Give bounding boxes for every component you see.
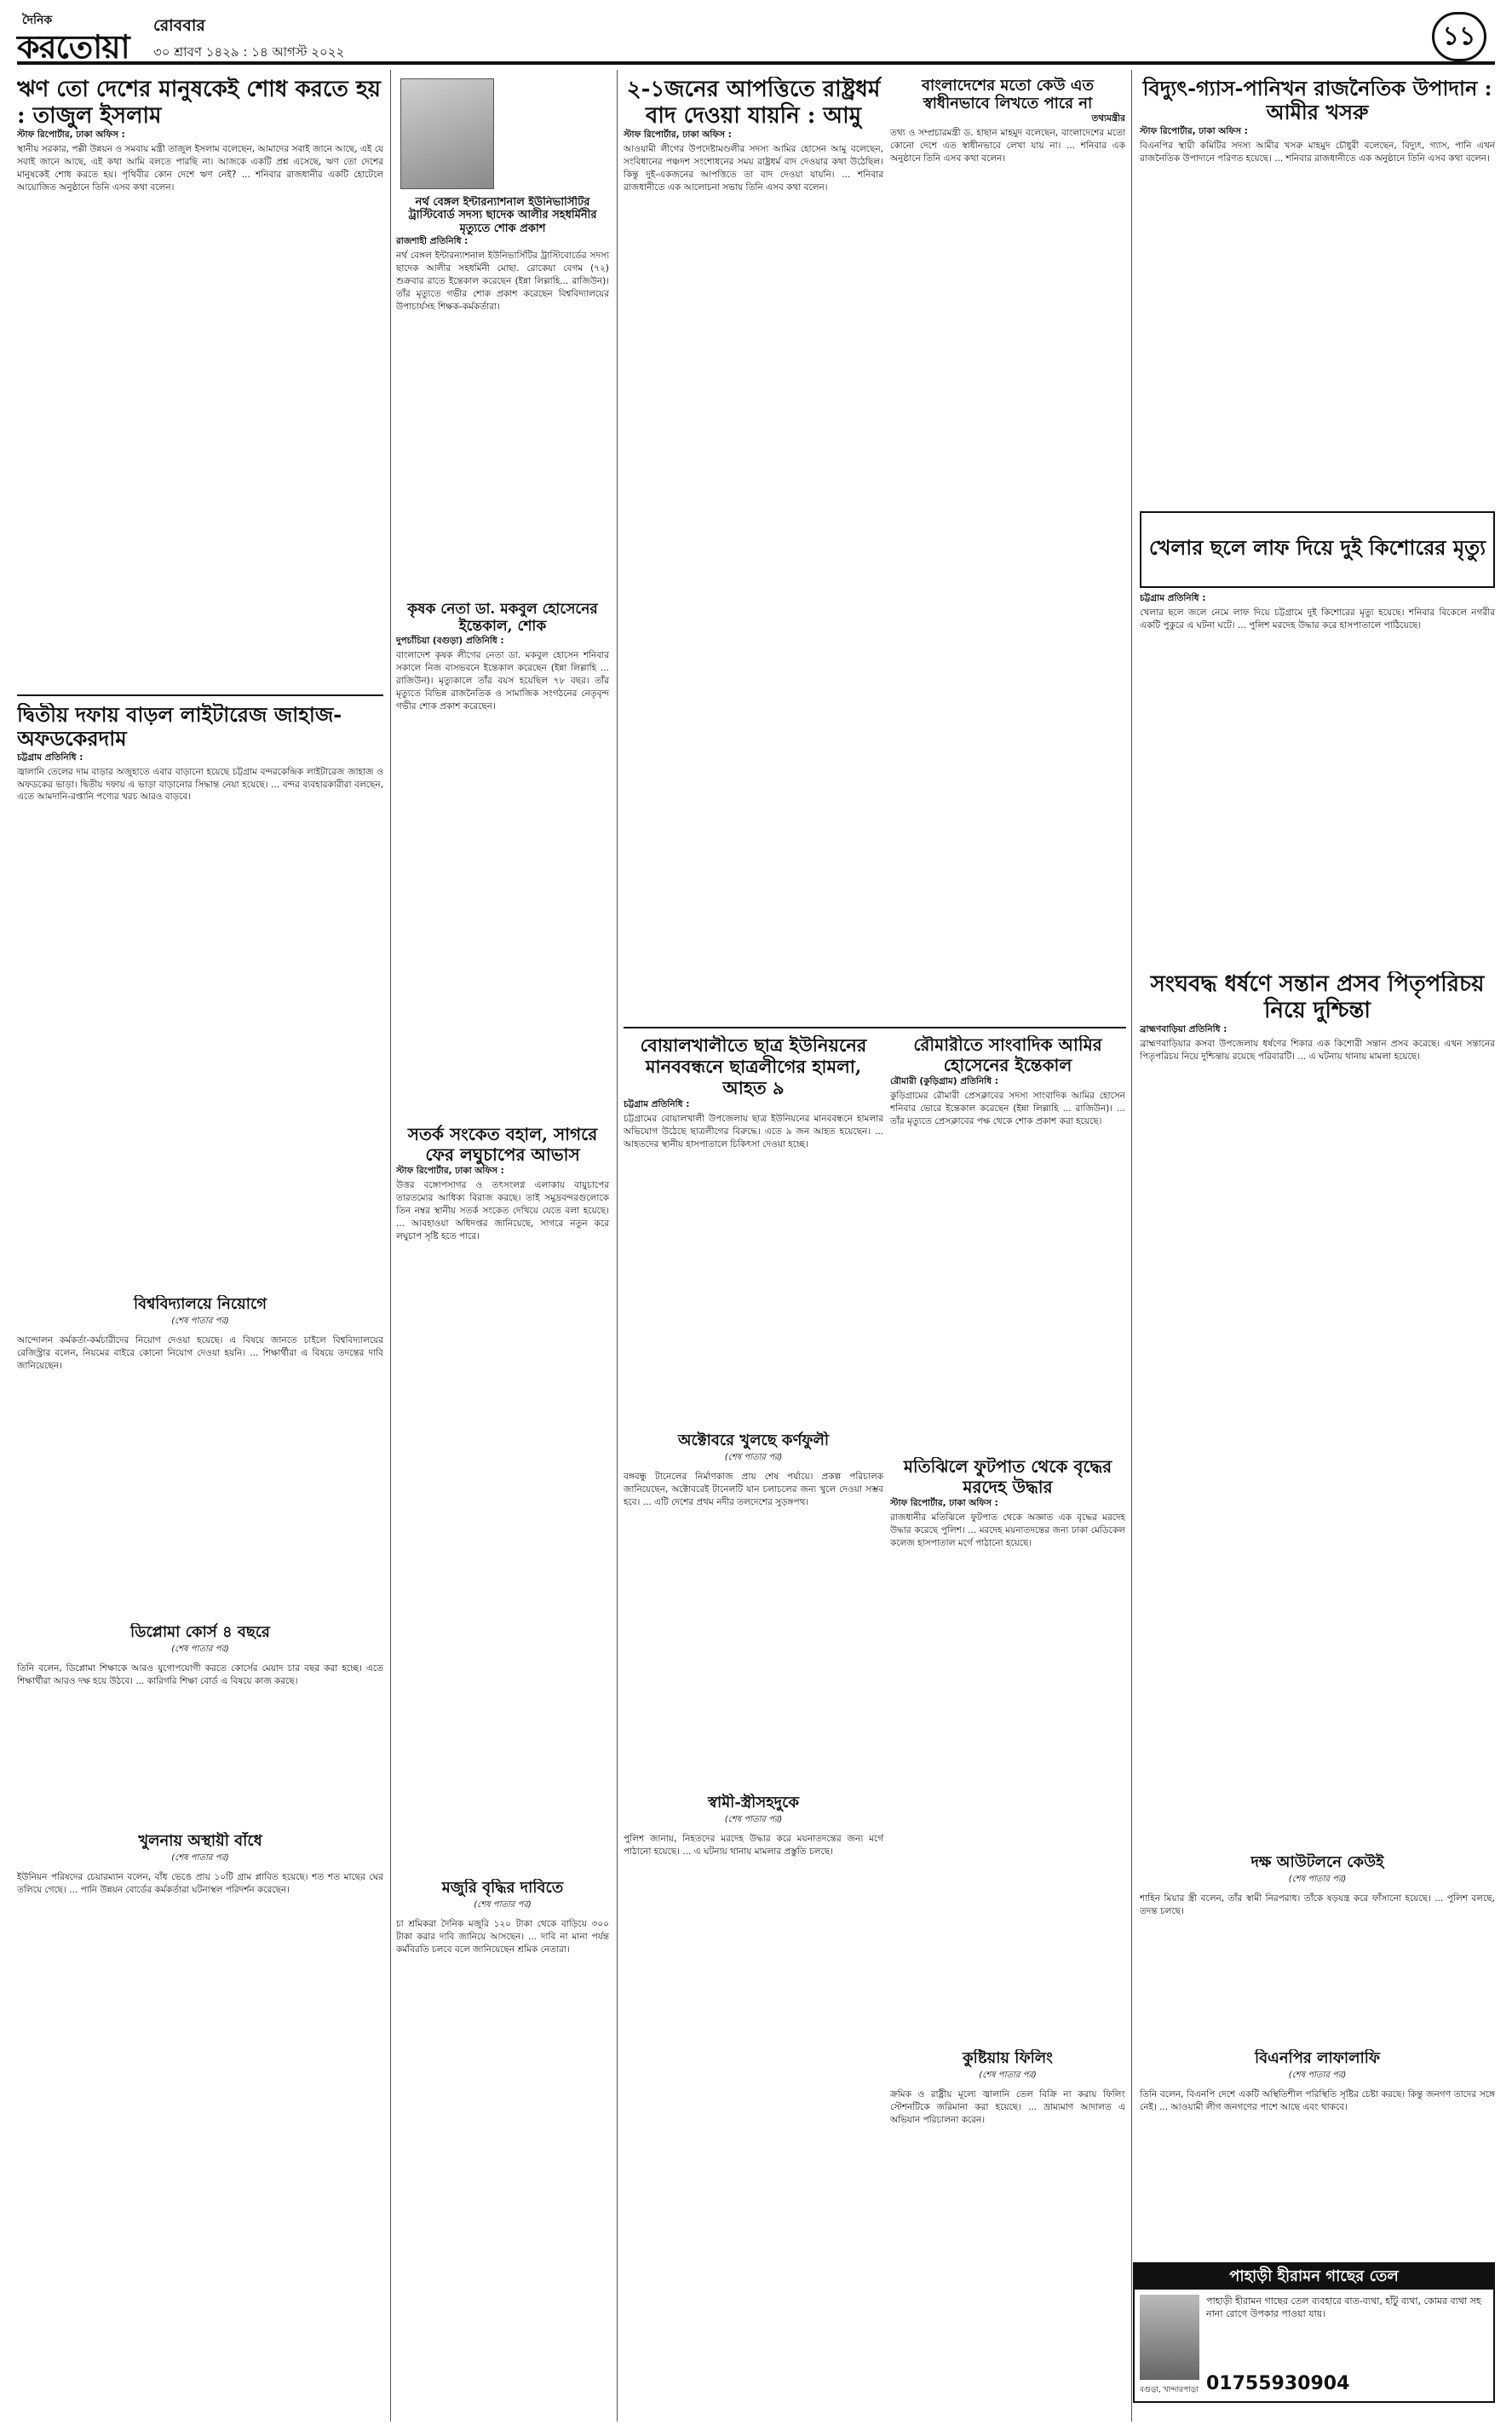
article-roumari xyxy=(890,1035,1125,1453)
article-headline: অক্টোবরে খুলছে কর্ণফুলী xyxy=(677,1432,830,1449)
article-continued: (শেষ পাতার পর) xyxy=(1288,1875,1347,1885)
article-bnp xyxy=(1140,2049,1495,2258)
article-body: রাজধানীর মতিঝিলে ফুটপাত থেকে অজ্ঞাত এক বৃদ্ধের মরদেহ উদ্ধার করেছে পুলিশ। ... মরদেহ ময়নাতদন্তের জন্য ঢাকা মেডিকেল কলেজ হাসপাতাল মর্গে পাঠানো হয়েছে। xyxy=(890,1512,1125,1548)
article-body: আওয়ামী লীগের উপদেষ্টামণ্ডলীর সদস্য আমির হোসেন আমু বলেছেন, সংবিধানের পঞ্চদশ সংশোধনের সময় রাষ্ট্রধর্ম বাদ দেওয়ার কথা উঠেছিল। কিন্তু দুই-একজনের আপত্তিতে তা বাদ দেওয়া যায়নি। ... শনিবার রাজধানীতে এক আলোচনা সভায় তিনি এসব কথা বলেন। xyxy=(624,144,883,193)
article-body: উত্তর বঙ্গোপসাগর ও তৎসংলগ্ন এলাকায় বায়ুচাপের তারতম্যের আধিক্য বিরাজ করছে। তাই সমুদ্রবন্দরগুলোকে তিন নম্বর স্থানীয় সতর্ক সংকেত দেখিয়ে যেতে বলা হয়েছে। ... আবহাওয়া অধিদপ্তর জানিয়েছে, সাগরে নতুন করে লঘুচাপ সৃষ্টি হতে পারে। xyxy=(396,1180,609,1241)
article-kushtia xyxy=(890,2049,1125,2420)
article-headline: মজুরি বৃদ্ধির দাবিতে xyxy=(441,1879,564,1897)
ad-address: বগুড়া, খান্দারপাড়া xyxy=(1140,2386,1199,2394)
article-dateline: চট্টগ্রাম প্রতিনিধি : xyxy=(17,752,83,763)
article-wages xyxy=(396,1879,609,2420)
article-body: বিএনপির স্থায়ী কমিটির সদস্য আমীর খসরু মাহমুদ চৌধুরী বলেছেন, বিদ্যুৎ, গ্যাস, পানি এখন রাজনৈতিক উপাদানে পরিণত হয়েছে। ... শনিবার রাজধানীতে এক অনুষ্ঠানে তিনি এসব কথা বলেন। xyxy=(1140,140,1495,164)
article-body: শাহিন মিয়ার স্ত্রী বলেন, তাঁর স্বামী নিরপরাধ। তাঁকে ষড়যন্ত্র করে ফাঁসানো হয়েছে। ... পুলিশ বলছে, তদন্ত চলছে। xyxy=(1140,1893,1495,1917)
article-headline: সংঘবদ্ধ ধর্ষণে সন্তান প্রসব পিতৃপরিচয় নিয়ে দুশ্চিন্তা xyxy=(1150,971,1485,1023)
paper-logo xyxy=(17,10,143,66)
ad-title: পাহাড়ী হীরামন গাছের তেল xyxy=(1135,2264,1493,2290)
article-dateline: ব্রাহ্মণবাড়িয়া প্রতিনিধি : xyxy=(1140,1024,1227,1035)
article-headline: ডিপ্লোমা কোর্স ৪ বছরে xyxy=(130,1623,270,1641)
article-dateline: রৌমারী (কুড়িগ্রাম) প্রতিনিধি : xyxy=(890,1076,998,1087)
article-dateline: স্টাফ রিপোর্টার, ঢাকা অফিস : xyxy=(1140,125,1248,136)
article-press-freedom xyxy=(890,77,1125,1018)
article-continued: (শেষ পাতার পর) xyxy=(474,1900,532,1910)
column-rule xyxy=(617,70,618,2422)
article-khulna xyxy=(17,1832,383,2420)
article-headline: বিশ্ববিদ্যালয়ে নিয়োগে xyxy=(133,1295,267,1313)
paper-name-small: দৈনিক xyxy=(22,14,53,27)
article-body: চা শ্রমিকরা দৈনিক মজুরি ১২০ টাকা থেকে বাড়িয়ে ৩০০ টাকা করার দাবি জানিয়ে আসছেন। ... দাবি না মানা পর্যন্ত কর্মবিরতি চলবে বলে জানিয়েছেন শ্রমিক নেতারা। xyxy=(396,1919,609,1956)
article-boys-death xyxy=(1140,592,1495,967)
article-karnaphuli xyxy=(624,1432,883,1789)
article-body: পুলিশ জানায়, নিহতদের মরদেহ উদ্ধার করে ময়নাতদন্তের জন্য মর্গে পাঠানো হয়েছে। ... এ ঘটনায় থানায় মামলার প্রস্তুতি চলছে। xyxy=(624,1834,883,1858)
article-continued: (শেষ পাতার পর) xyxy=(1288,2071,1347,2081)
article-body: স্থানীয় সরকার, পল্লী উন্নয়ন ও সমবায় মন্ত্রী তাজুল ইসলাম বলেছেন, আমাদের সবাই জানে আছে, এই যে সবাই জানে আছে, এই কথা আমি বলতে পারছি না। আজকে একটি প্রশ্ন এসেছে, ঋণ তো দেশের মানুষকেই শোধ করতে হয়। পৃথিবীর কোন দেশে ঋণ নেই? ... শনিবার রাজধানীর একটি হোটেলে আয়োজিত অনুষ্ঠানে তিনি এসব কথা বলেন। xyxy=(17,144,383,193)
article-headline: বোয়ালখালীতে ছাত্র ইউনিয়নের মানববন্ধনে ছাত্রলীগের হামলা, আহত ৯ xyxy=(640,1035,867,1098)
article-body: ব্রাহ্মণবাড়িয়ার কসবা উপজেলায় ধর্ষণের শিকার এক কিশোরী সন্তান প্রসব করেছে। এখন সন্তানের পিতৃপরিচয় নিয়ে দুশ্চিন্তায় রয়েছে পরিবারটি। ... এ ঘটনায় থানায় মামলা হয়েছে। xyxy=(1140,1039,1495,1063)
article-body: তথ্য ও সম্প্রচারমন্ত্রী ড. হাছান মাহমুদ বলেছেন, বাংলাদেশের মতো কোনো দেশে এত স্বাধীনভাবে লেখা যায় না। ... শনিবার এক অনুষ্ঠানে তিনি এসব কথা বলেন। xyxy=(890,128,1125,164)
article-body: বাংলাদেশ কৃষক লীগের নেতা ডা. মকবুল হোসেন শনিবার সকালে নিজ বাসভবনে ইন্তেকাল করেছেন (ইন্না লিল্লাহি ... রাজিউন)। মৃত্যুকালে তাঁর বয়স হয়েছিল ৭৮ বছর। তাঁর মৃত্যুতে বিভিন্ন রাজনৈতিক ও সামাজিক সংগঠনের নেতৃবৃন্দ গভীর শোক প্রকাশ করেছেন। xyxy=(396,650,609,711)
ad-photo xyxy=(1140,2295,1199,2380)
ad-phone: 01755930904 xyxy=(1206,2373,1350,2394)
article-assault xyxy=(1140,971,1495,1849)
weekday: রোববার xyxy=(153,16,205,35)
article-loan xyxy=(17,77,383,690)
article-outlaw xyxy=(1140,1853,1495,2045)
article-headline: স্বামী-স্ত্রীসহদুকে xyxy=(708,1794,799,1812)
article-lighterage xyxy=(17,703,383,1291)
article-boalkhali xyxy=(624,1035,883,1427)
article-headline: ২-১জনের আপত্তিতে রাষ্ট্রধর্ম বাদ দেওয়া যায়নি : আমু xyxy=(626,77,881,129)
article-headline: কৃষক নেতা ডা. মকবুল হোসেনের ইন্তেকাল, শোক xyxy=(407,601,598,636)
article-headline: দ্বিতীয় দফায় বাড়ল লাইটারেজ জাহাজ-অফডকেরদাম xyxy=(17,703,342,752)
article-headline: দক্ষ আউটলনে কেউই xyxy=(1250,1853,1384,1871)
page-number: ১১ xyxy=(1432,12,1486,61)
article-body: ইউনিয়ন পরিষদের চেয়ারম্যান বলেন, বাঁধ ভেঙে প্রায় ১০টি গ্রাম প্লাবিত হয়েছে। শত শত মাছের ঘের তলিয়ে গেছে। ... পানি উন্নয়ন বোর্ডের কর্মকর্তারা ঘটনাস্থল পরিদর্শন করেছেন। xyxy=(17,1872,383,1896)
article-state-religion xyxy=(624,77,883,1023)
divider xyxy=(17,694,383,696)
article-farmer-leader xyxy=(396,601,609,1120)
paper-name: করতোয়া xyxy=(17,27,129,66)
article-headline: সতর্ক সংকেত বহাল, সাগরে ফের লঘুচাপের আভাস xyxy=(407,1125,598,1165)
article-dateline: দুপচাঁচিয়া (বগুড়া) প্রতিনিধি : xyxy=(396,636,504,647)
article-body: কুড়িগ্রামের রৌমারী প্রেসক্লাবের সদস্য সাংবাদিক আমির হোসেন শনিবার ভোরে ইন্তেকাল করেছেন (ইন্না লিল্লাহি ... রাজিউন)। ... তাঁর মৃত্যুতে প্রেসক্লাবের পক্ষ থেকে শোক প্রকাশ করা হয়েছে। xyxy=(890,1091,1125,1126)
article-continued: (শেষ পাতার পর) xyxy=(171,1316,229,1327)
masthead xyxy=(17,10,1495,65)
advertisement xyxy=(1133,2262,1495,2403)
article-continued: (শেষ পাতার পর) xyxy=(979,2071,1037,2081)
article-headline: বিদ্যুৎ-গ্যাস-পানিখন রাজনৈতিক উপাদান : আমীর খসরু xyxy=(1142,77,1492,125)
article-dateline: চট্টগ্রাম প্রতিনিধি : xyxy=(624,1099,690,1110)
boxed-headline: খেলার ছলে লাফ দিয়ে দুই কিশোরের মৃত্যু xyxy=(1140,511,1495,588)
column-rule xyxy=(1131,70,1132,2422)
article-motijheel xyxy=(890,1457,1125,2045)
article-weather xyxy=(396,1125,609,1875)
divider xyxy=(624,1027,1126,1028)
ad-text: পাহাড়ী হীরামন গাছের তেল ব্যবহারে বাত-ব্যথা, হাঁটু ব্যথা, কোমর ব্যথা সহ নানা রোগে উপকার পাওয়া যায়। xyxy=(1206,2296,1481,2320)
article-dateline: রাজশাহী প্রতিনিধি : xyxy=(396,235,469,246)
article-body: তিনি বলেন, বিএনপি দেশে একটি অস্থিতিশীল পরিস্থিতি সৃষ্টির চেষ্টা করছে। কিন্তু জনগণ তাদের সঙ্গে নেই। ... আওয়ামী লীগ জনগণের পাশে আছে এবং থাকবে। xyxy=(1140,2089,1495,2113)
article-headline: কুষ্টিয়ায় ফিলিং xyxy=(963,2049,1053,2067)
article-continued: (শেষ পাতার পর) xyxy=(171,1853,229,1864)
article-continued: (শেষ পাতার পর) xyxy=(724,1453,783,1463)
article-headline: মতিঝিলে ফুটপাত থেকে বৃদ্ধের মরদেহ উদ্ধার xyxy=(903,1457,1112,1497)
article-university xyxy=(17,1295,383,1619)
column-rule xyxy=(390,70,391,2422)
article-continued: (শেষ পাতার পর) xyxy=(171,1645,229,1655)
article-headline: বাংলাদেশের মতো কেউ এত স্বাধীনভাবে লিখতে পারে না xyxy=(922,77,1094,113)
article-utilities xyxy=(1140,77,1495,503)
article-headline: বিএনপির লাফালাফি xyxy=(1254,2049,1381,2067)
article-body: বঙ্গবন্ধু টানেলের নির্মাণকাজ প্রায় শেষ পর্যায়ে। প্রকল্প পরিচালক জানিয়েছেন, অক্টোবরেই টানেলটি যান চলাচলের জন্য খুলে দেওয়া সম্ভব হবে। ... এটি দেশের প্রথম নদীর তলদেশের সুড়ঙ্গপথ। xyxy=(624,1472,883,1508)
article-dateline: তথ্যমন্ত্রীর xyxy=(1091,113,1125,124)
article-headline: খুলনায় অস্থায়ী বাঁধে xyxy=(138,1832,262,1850)
article-couple xyxy=(624,1794,883,2420)
article-dateline: চট্টগ্রাম প্রতিনিধি : xyxy=(1140,593,1206,603)
article-dateline: স্টাফ রিপোর্টার, ঢাকা অফিস : xyxy=(396,1166,504,1177)
article-body: ক্রমিক ও রাষ্ট্রীয় মূল্যে জ্বালানি তেল বিক্রি না করায় ফিলিং স্টেশনটিকে জরিমানা করা হয়েছে। ... ভ্রাম্যমাণ আদালত এ অভিযান পরিচালনা করেন। xyxy=(890,2089,1125,2126)
portrait-photo xyxy=(400,78,494,189)
article-dateline: স্টাফ রিপোর্টার, ঢাকা অফিস : xyxy=(17,130,125,141)
article-headline: নর্থ বেঙ্গল ইন্টারন্যাশনাল ইউনিভার্সিটির ট্রাস্টিবোর্ড সদস্য ছাদেক আলীর সহধর্মিনীর মৃত্যুতে শোক প্রকাশ xyxy=(408,196,597,235)
article-body: জ্বালানি তেলের দাম বাড়ার অজুহাতে এবার বাড়ানো হয়েছে চট্টগ্রাম বন্দরকেন্দ্রিক লাইটারেজ জাহাজ ও অফডকের ভাড়া। দ্বিতীয় দফায় এ ভাড়া বাড়ানোর সিদ্ধান্ত নেয়া হয়েছে। ... বন্দর ব্যবহারকারীরা বলছেন, এতে আমদানি-রপ্তানি পণ্যের খরচ আরও বাড়বে। xyxy=(17,766,383,803)
article-diploma xyxy=(17,1623,383,1828)
article-body: চট্টগ্রামের বোয়ালখালী উপজেলায় ছাত্র ইউনিয়নের মানববন্ধনে হামলার অভিযোগ উঠেছে ছাত্রলীগের বিরুদ্ধে। এতে ৯ জন আহত হয়েছেন। ... আহতদের স্থানীয় হাসপাতালে চিকিৎসা দেওয়া হচ্ছে। xyxy=(624,1114,883,1150)
article-body: আন্দোলন কর্মকর্তা-কর্মচারীদের নিয়োগ দেওয়া হয়েছে। এ বিষয়ে জানতে চাইলে বিশ্ববিদ্যালয়ের রেজিস্ট্রার বলেন, নিয়মের বাইরে কোনো নিয়োগ দেওয়া হয়নি। ... শিক্ষার্থীরা এ বিষয়ে তদন্তের দাবি জানিয়েছেন। xyxy=(17,1335,383,1372)
article-condolence xyxy=(396,196,609,596)
article-headline: ঋণ তো দেশের মানুষকেই শোধ করতে হয় : তাজুল ইসলাম xyxy=(17,77,381,129)
date-line: ৩০ শ্রাবণ ১৪২৯ : ১৪ আগস্ট ২০২২ xyxy=(153,44,345,60)
article-continued: (শেষ পাতার পর) xyxy=(724,1815,783,1825)
article-dateline: স্টাফ রিপোর্টার, ঢাকা অফিস : xyxy=(624,130,732,141)
article-headline: রৌমারীতে সাংবাদিক আমির হোসেনের ইন্তেকাল xyxy=(913,1035,1102,1075)
article-body: খেলার ছলে জলে নেমে লাফ দিয়ে চট্টগ্রামে দুই কিশোরের মৃত্যু হয়েছে। শনিবার বিকেলে নগরীর একটি পুকুরে এ ঘটনা ঘটে। ... পুলিশ মরদেহ উদ্ধার করে হাসপাতালে পাঠিয়েছে। xyxy=(1140,608,1495,631)
article-body: তিনি বলেন, ডিপ্লোমা শিক্ষাকে আরও যুগোপযোগী করতে কোর্সের মেয়াদ চার বছর করা হচ্ছে। এতে শিক্ষার্থীরা আরও দক্ষ হয়ে উঠবে। ... কারিগরি শিক্ষা বোর্ড এ বিষয়ে কাজ করছে। xyxy=(17,1663,383,1687)
article-dateline: স্টাফ রিপোর্টার, ঢাকা অফিস : xyxy=(890,1498,998,1509)
article-body: নর্থ বেঙ্গল ইন্টারন্যাশনাল ইউনিভার্সিটির ট্রাস্টিবোর্ডের সদস্য ছাদেক আলীর সহধর্মিনী মোছা. রোকেয়া বেগম (৭২) শুক্রবার রাতে ইন্তেকাল করেছেন (ইন্না লিল্লাহি... রাজিউন)। তাঁর মৃত্যুতে গভীর শোক প্রকাশ করেছেন বিশ্ববিদ্যালয়ের উপাচার্যসহ শিক্ষক-কর্মকর্তারা। xyxy=(396,250,609,312)
